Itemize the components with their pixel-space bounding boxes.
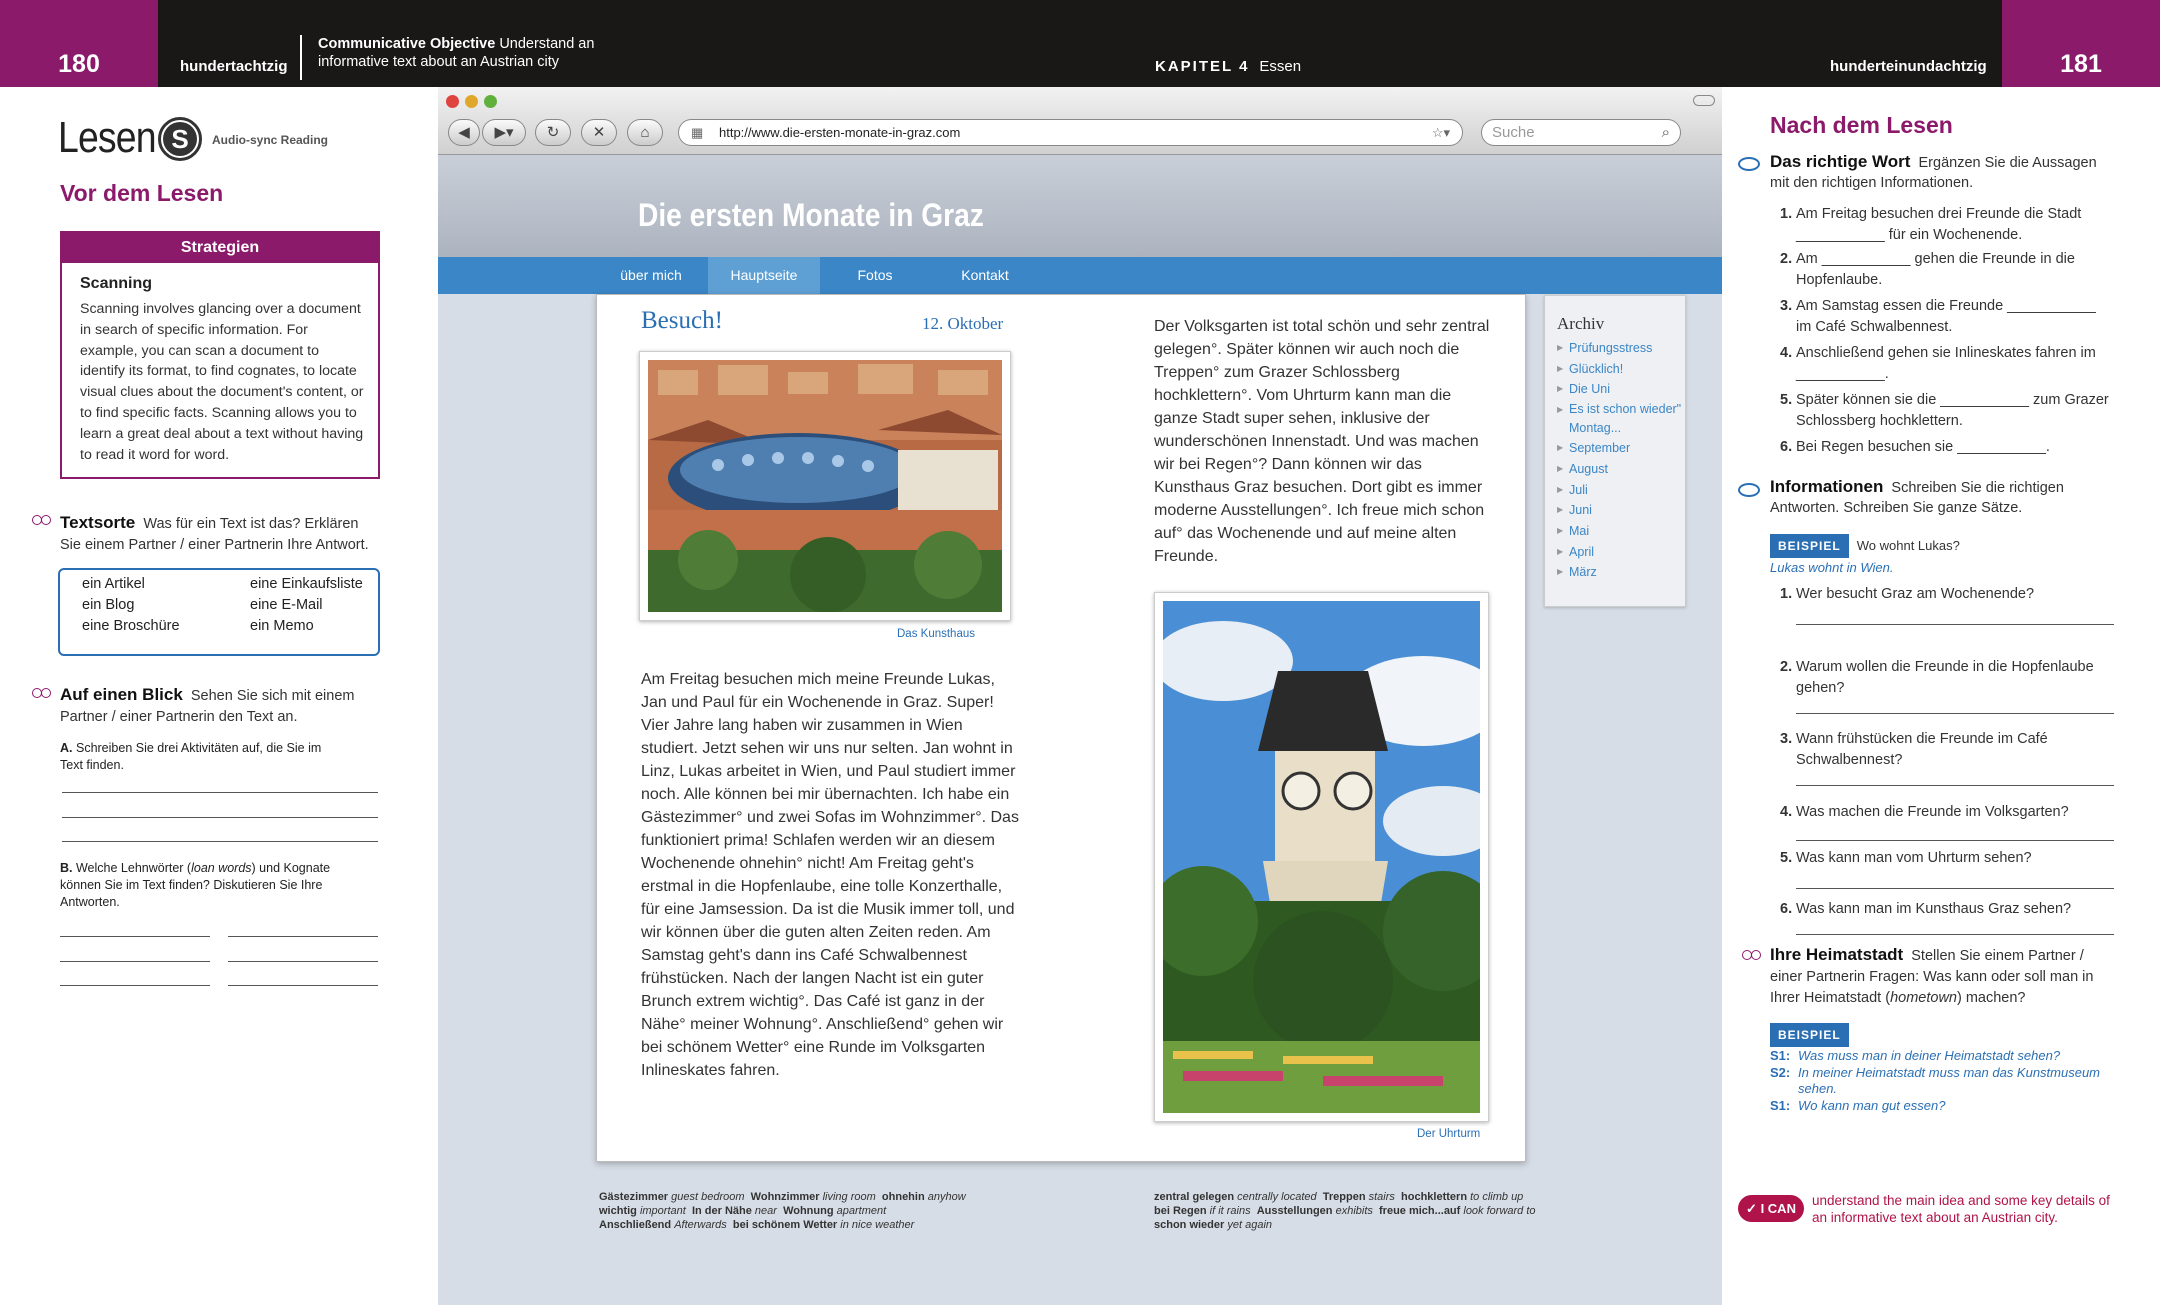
info-example — [1770, 534, 2100, 578]
answer-line[interactable] — [1796, 785, 2114, 786]
answer-line[interactable] — [60, 961, 210, 962]
gloss-term: wichtig — [599, 1205, 637, 1217]
archive-link[interactable]: ▶ Glücklich! — [1557, 359, 1685, 380]
nav-home[interactable]: Hauptseite — [708, 257, 820, 294]
browser-window — [438, 87, 1722, 1305]
gloss-term: Wohnzimmer — [750, 1191, 820, 1203]
info-item: Was kann man vom Uhrturm sehen? — [1796, 850, 2032, 866]
post-reading-title: Nach dem Lesen — [1770, 112, 1953, 138]
page-number-right: 181 — [2002, 0, 2160, 87]
pair-work-icon — [30, 515, 52, 535]
answer-line[interactable] — [62, 841, 378, 842]
paragraph-2: Der Volksgarten ist total schön und sehr zentral gelegen°. Später können wir auch noch die Treppen° zum Grazer Schlossberg hochklettern°. Vom Uhrturm kann man die ganze Stadt super sehen, inklusive der wunderschönen Innenstadt. Und was machen wir bei Regen°? Dann können wir das Kunsthaus Graz besuchen. Dort gibt es immer moderne Ausstellungen°. Ich freue mich schon auf° das Wochenende und auf meine alten Freunde. — [1154, 318, 1490, 565]
item-number: 5. — [1780, 850, 1793, 866]
info-item: Wann frühstücken die Freunde im Café Schwalbennest? — [1796, 731, 2048, 768]
option[interactable]: ein Blog — [82, 597, 135, 613]
gloss-def: centrally located — [1237, 1191, 1317, 1203]
heimat-text: Stellen Sie einem Partner / einer Partnerin Fragen: Was kann oder soll man in Ihrer Heimatstadt ( — [1770, 948, 2094, 1006]
site-header — [438, 155, 1722, 267]
info-text: Schreiben Sie die richtigen Antworten. Schreiben Sie ganze Sätze. — [1770, 480, 2064, 516]
nav-about[interactable]: über mich — [620, 267, 682, 283]
objective-label: Communicative Objective — [318, 36, 496, 52]
site-title: Die ersten Monate in Graz — [638, 197, 984, 233]
toolbar-toggle-icon[interactable] — [1693, 95, 1715, 106]
speaker: S1: — [1770, 1097, 1791, 1113]
audio-sync-icon[interactable] — [158, 117, 202, 161]
option[interactable]: ein Memo — [250, 618, 314, 634]
strategy-box — [60, 231, 380, 479]
gloss-term: In der Nähe — [691, 1205, 752, 1217]
forward-icon[interactable]: ▶▾ — [482, 119, 526, 146]
archive-link[interactable]: ▶ April — [1557, 542, 1685, 563]
blick-text: Sehen Sie sich mit einem Partner / einer Partnerin den Text an. — [60, 688, 355, 725]
wort-title: Das richtige Wort — [1770, 152, 1911, 171]
i-can-text: understand the main idea and some key details of an informative text about an Austrian city. — [1812, 1193, 2110, 1225]
communicative-objective — [300, 35, 640, 80]
info-list — [1780, 584, 2110, 939]
archive-link[interactable]: ▶ Juli — [1557, 480, 1685, 501]
post-title: Besuch! — [641, 307, 723, 334]
answer-line[interactable] — [228, 961, 378, 962]
wort-item: Bei Regen besuchen sie ___________. — [1796, 439, 2050, 455]
textsorte-text: Was für ein Text ist das? Erklären Sie einem Partner / einer Partnerin Ihre Antwort. — [60, 516, 369, 553]
uhrturm-image — [1163, 601, 1480, 1113]
blick-title: Auf einen Blick — [60, 685, 183, 704]
answer-line[interactable] — [62, 792, 378, 793]
address-bar[interactable] — [678, 119, 1463, 146]
heimat-italic: hometown — [1890, 990, 1957, 1006]
close-window-icon[interactable] — [446, 95, 459, 108]
gloss-term: hochklettern — [1401, 1191, 1468, 1203]
example-badge: BEISPIEL — [1770, 1023, 1849, 1047]
minimize-window-icon[interactable] — [465, 95, 478, 108]
dialog-line: In meiner Heimatstadt muss man das Kunstmuseum sehen. — [1798, 1064, 2101, 1096]
chapter-number: KAPITEL 4 — [1155, 58, 1250, 75]
option[interactable]: ein Artikel — [82, 576, 145, 592]
pair-work-icon — [30, 688, 52, 708]
wort-exercise — [1770, 152, 2100, 193]
item-number: 2. — [1780, 659, 1793, 675]
gloss-def: to climb up — [1470, 1191, 1524, 1203]
gloss-def: apartment — [836, 1205, 887, 1217]
gloss-term: Anschließend — [599, 1219, 672, 1231]
archive-sidebar — [1544, 295, 1686, 607]
gloss-def: Afterwards — [674, 1219, 727, 1231]
dialog-line: Was muss man in deiner Heimatstadt sehen? — [1798, 1048, 2061, 1063]
pair-work-icon — [1740, 950, 1762, 970]
chapter-title: Essen — [1259, 58, 1302, 75]
part-b-italic: loan words — [191, 861, 252, 875]
wort-item: Anschließend gehen sie Inlineskates fahren im ___________. — [1796, 345, 2096, 382]
answer-line[interactable] — [1796, 624, 2114, 625]
item-number: 1. — [1780, 206, 1793, 222]
item-number: 2. — [1780, 251, 1793, 267]
browser-toolbar — [438, 87, 1722, 155]
item-number: 5. — [1780, 392, 1793, 408]
wort-item: Am ___________ gehen die Freunde in die Hopfenlaube. — [1796, 251, 2075, 288]
answer-line[interactable] — [60, 985, 210, 986]
example-badge: BEISPIEL — [1770, 534, 1849, 558]
archive-link[interactable]: ▶ September — [1557, 438, 1685, 459]
grid-icon: ▦ — [691, 125, 704, 140]
archive-link[interactable]: ▶ Mai — [1557, 521, 1685, 542]
search-input[interactable] — [1481, 119, 1681, 146]
heimat-example-badge-wrap — [1770, 1023, 1849, 1047]
gloss-term: Wohnung — [783, 1205, 834, 1217]
answer-line[interactable] — [1796, 934, 2114, 935]
blick-exercise — [60, 684, 380, 728]
gloss-term: Gästezimmer — [599, 1191, 669, 1203]
gloss-term: ohnehin — [881, 1191, 925, 1203]
search-icon[interactable]: ⌕ — [1661, 124, 1670, 141]
answer-line[interactable] — [228, 936, 378, 937]
strategy-title: Scanning — [80, 275, 153, 292]
answer-line[interactable] — [228, 985, 378, 986]
section-title: Lesen — [58, 113, 156, 162]
textsorte-options — [58, 568, 380, 656]
item-number: 4. — [1780, 345, 1793, 361]
speaker: S1: — [1770, 1048, 1791, 1063]
part-b-label: B. — [60, 861, 73, 875]
gloss-def: important — [639, 1205, 686, 1217]
wort-item: Später können sie die ___________ zum Grazer Schlossberg hochklettern. — [1796, 392, 2109, 429]
gloss-def: exhibits — [1335, 1205, 1373, 1217]
gloss-term: Ausstellungen — [1256, 1205, 1333, 1217]
objective-text: Understand an informative text about an Austrian city — [318, 36, 595, 70]
item-number: 3. — [1780, 731, 1793, 747]
answer-line[interactable] — [1796, 888, 2114, 889]
info-item: Wer besucht Graz am Wochenende? — [1796, 586, 2035, 602]
speaker: S2: — [1770, 1064, 1791, 1080]
kunsthaus-image — [648, 360, 1002, 612]
part-b-text: ) und Kognate können Sie im Text finden? Diskutieren Sie Ihre Antworten. — [60, 861, 331, 909]
nav-photos[interactable]: Fotos — [857, 267, 893, 283]
strategy-header: Strategien — [62, 233, 378, 263]
gloss-def: if it rains — [1209, 1205, 1251, 1217]
gloss-term: bei schönem Wetter — [732, 1219, 838, 1231]
info-item: Was machen die Freunde im Volksgarten? — [1796, 804, 2069, 820]
nav-contact[interactable]: Kontakt — [961, 267, 1009, 283]
archive-link[interactable]: ▶ Prüfungsstress — [1557, 338, 1685, 359]
page-number-left: 180 — [0, 0, 158, 87]
audio-badge: S — [163, 122, 197, 156]
kunsthaus-photo[interactable] — [639, 351, 1011, 621]
glossary-left — [599, 1190, 979, 1232]
heimat-exercise — [1770, 944, 2110, 1009]
wort-text: Ergänzen Sie die Aussagen mit den richtigen Informationen. — [1770, 155, 2097, 191]
photo-caption: Das Kunsthaus — [897, 628, 975, 640]
stop-icon[interactable]: ✕ — [581, 119, 617, 146]
dialog — [1770, 1048, 2110, 1114]
archive-link[interactable]: ▶ August — [1557, 459, 1685, 480]
site-nav — [438, 257, 1722, 294]
answer-line[interactable] — [1796, 713, 2114, 714]
gloss-def: stairs — [1368, 1191, 1395, 1203]
i-can-badge: ✓ I CAN — [1738, 1195, 1804, 1222]
strategy-text: Scanning involves glancing over a document in search of specific information. For example, you can scan a document to identify its format, to find cognates, to locate visual clues about the document's content, or to find specific facts. Scanning allows you to learn a great deal about a text without having to read it word for word. — [80, 301, 364, 463]
gloss-term: zentral gelegen — [1154, 1191, 1235, 1203]
blog-post — [596, 294, 1526, 1162]
gloss-def: anyhow — [927, 1191, 966, 1203]
info-exercise — [1770, 477, 2100, 518]
answer-line[interactable] — [60, 936, 210, 937]
answer-line[interactable] — [62, 817, 378, 818]
wort-list — [1780, 204, 2110, 462]
part-b-text: Welche Lehnwörter ( — [75, 861, 192, 875]
post-date: 12. Oktober — [922, 314, 1004, 333]
gloss-term: freue mich...auf — [1379, 1205, 1461, 1217]
answer-line[interactable] — [1796, 840, 2114, 841]
textsorte-title: Textsorte — [60, 513, 136, 532]
chapter-label — [1155, 58, 1301, 75]
audio-label: Audio-sync Reading — [212, 133, 329, 147]
home-icon[interactable]: ⌂ — [627, 119, 663, 146]
option[interactable]: eine Broschüre — [82, 618, 180, 634]
item-number: 1. — [1780, 586, 1793, 602]
item-number: 3. — [1780, 298, 1793, 314]
info-item: Warum wollen die Freunde in die Hopfenlaube gehen? — [1796, 659, 2094, 696]
search-placeholder: Suche — [1492, 124, 1535, 141]
wort-item: Am Freitag besuchen drei Freunde die Stadt ___________ für ein Wochenende. — [1796, 206, 2082, 243]
swirl-icon — [1738, 157, 1760, 171]
gloss-def: look forward to — [1463, 1205, 1536, 1217]
page-name-left: hundertachtzig — [180, 58, 288, 75]
textsorte-exercise — [60, 512, 380, 556]
pre-reading-title: Vor dem Lesen — [60, 180, 224, 206]
bookmark-star-icon[interactable]: ☆▾ — [1431, 125, 1450, 140]
option[interactable]: eine Einkaufsliste — [250, 576, 363, 592]
heimat-title: Ihre Heimatstadt — [1770, 945, 1904, 964]
i-can-label: I CAN — [1760, 1201, 1796, 1216]
swirl-icon — [1738, 483, 1760, 497]
item-number: 6. — [1780, 439, 1793, 455]
page-name-right: hunderteinundachtzig — [1830, 58, 1987, 75]
dialog-line: Wo kann man gut essen? — [1798, 1097, 1946, 1113]
gloss-def: living room — [822, 1191, 876, 1203]
reload-icon[interactable]: ↻ — [535, 119, 571, 146]
example-answer: Lukas wohnt in Wien. — [1770, 560, 1894, 575]
heimat-text: ) machen? — [1956, 990, 2026, 1006]
blick-part-b — [60, 860, 350, 911]
zoom-window-icon[interactable] — [484, 95, 497, 108]
archive-title: Archiv — [1557, 314, 1605, 333]
paragraph-1: Am Freitag besuchen mich meine Freunde Lukas, Jan und Paul für ein Wochenende in Graz. Super! Vier Jahre lang haben wir zusammen in Wien studiert. Jetzt sehen wir uns nur selten. Jan wohnt in Linz, Lukas arbeitet in Wien, und Paul studiert immer noch. Alle können bei mir übernachten. Ich habe ein Gästezimmer° und zwei Sofas im Wohnzimmer°. Das funktioniert prima! Schlafen werden wir an diesem Wochenende ohnehin° nicht! Am Freitag geht's erstmal in die Hopfenlaube, eine tolle Konzerthalle, für eine Jamsession. Da ist die Musik immer toll, und wir können über die guten alten Zeiten reden. Am Samstag geht's dann ins Café Schwalbennest frühstücken. Nach der langen Nacht ist ein guter Brunch extrem wichtig°. Das Café ist ganz in der Nähe° meiner Wohnung°. Anschließend° gehen wir bei schönem Wetter° eine Runde im Volksgarten Inlineskates fahren. — [641, 671, 1019, 1079]
gloss-def: near — [754, 1205, 777, 1217]
back-icon[interactable]: ◀ — [448, 119, 480, 146]
part-a-label: A. — [60, 741, 73, 755]
archive-link[interactable]: ▶ März — [1557, 562, 1685, 583]
gloss-def: guest bedroom — [671, 1191, 745, 1203]
info-item: Was kann man im Kunsthaus Graz sehen? — [1796, 901, 2072, 917]
archive-link[interactable]: ▶ Juni — [1557, 500, 1685, 521]
part-a-text: Schreiben Sie drei Aktivitäten auf, die Sie im Text finden. — [60, 741, 322, 772]
gloss-term: schon wieder — [1154, 1219, 1225, 1231]
wort-item: Am Samstag essen die Freunde ___________ im Café Schwalbennest. — [1796, 298, 2096, 335]
item-number: 4. — [1780, 804, 1793, 820]
gloss-term: bei Regen — [1154, 1205, 1207, 1217]
glossary-right — [1154, 1190, 1544, 1232]
example-question: Wo wohnt Lukas? — [1856, 538, 1960, 553]
url-text: http://www.die-ersten-monate-in-graz.com — [719, 125, 961, 140]
item-number: 6. — [1780, 901, 1793, 917]
archive-link[interactable]: ▶ Es ist schon wieder" Montag... — [1557, 400, 1685, 438]
blick-part-a — [60, 740, 330, 774]
photo-caption: Der Uhrturm — [1417, 1128, 1481, 1140]
info-title: Informationen — [1770, 477, 1884, 496]
gloss-def: yet again — [1227, 1219, 1273, 1231]
option[interactable]: eine E-Mail — [250, 597, 323, 613]
gloss-term: Treppen — [1322, 1191, 1366, 1203]
uhrturm-photo[interactable] — [1154, 592, 1489, 1122]
gloss-def: in nice weather — [840, 1219, 915, 1231]
archive-link[interactable]: ▶ Die Uni — [1557, 379, 1685, 400]
